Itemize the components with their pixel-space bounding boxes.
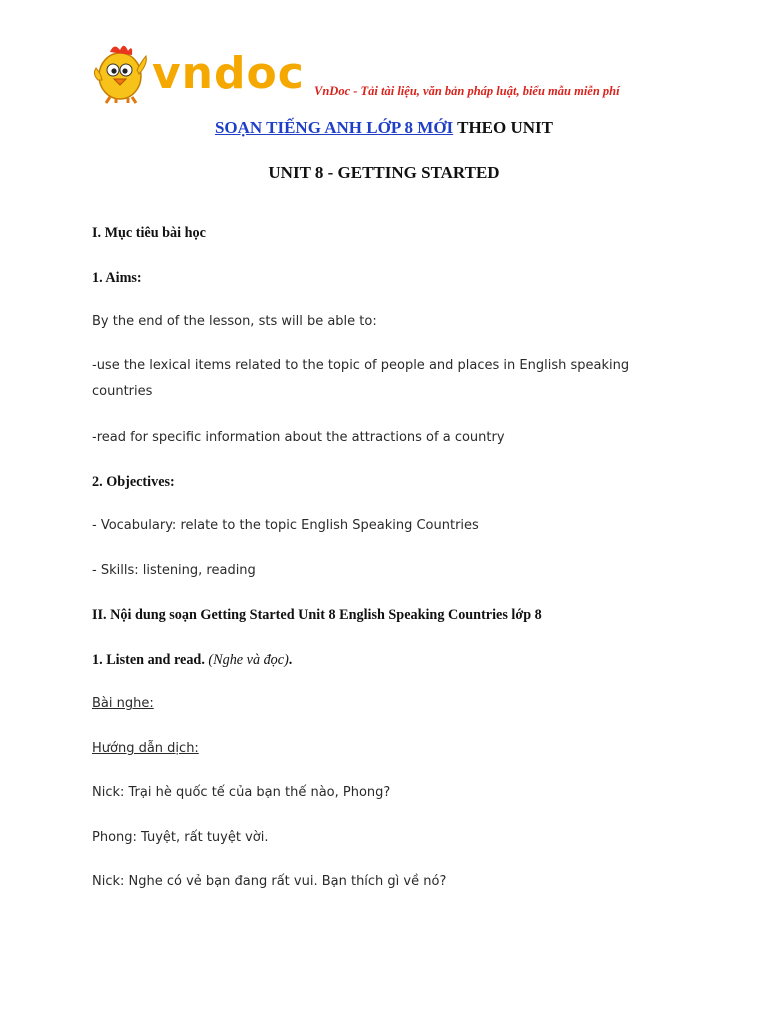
audio-label[interactable]: Bài nghe: — [92, 696, 154, 711]
document-header — [92, 40, 712, 106]
aims-intro: By the end of the lesson, sts will be able to: — [92, 314, 377, 329]
aims-heading: 1. Aims: — [92, 270, 142, 286]
listen-heading-note: (Nghe và đọc) — [208, 652, 289, 668]
dialogue-line-3: Nick: Nghe có vẻ bạn đang rất vui. Bạn thích gì về nó? — [92, 874, 447, 889]
translation-label: Hướng dẫn dịch: — [92, 741, 199, 756]
dialogue-line-2: Phong: Tuyệt, rất tuyệt vời. — [92, 830, 269, 845]
aim-item-1: -use the lexical items related to the topic of people and places in English speaking countries — [92, 358, 630, 399]
objective-item-2: - Skills: listening, reading — [92, 563, 256, 578]
chick-mascot-icon — [94, 46, 146, 103]
section1-heading: I. Mục tiêu bài học — [92, 225, 206, 241]
vndoc-logo — [92, 40, 307, 104]
listen-heading — [92, 647, 682, 673]
header-tagline: VnDoc - Tải tài liệu, văn bản pháp luật, biểu mẫu miễn phí — [314, 84, 620, 98]
page-subtitle: UNIT 8 - GETTING STARTED — [268, 163, 500, 182]
title-rest: THEO UNIT — [457, 118, 554, 137]
section2-heading: II. Nội dung soạn Getting Started Unit 8 English Speaking Countries lớp 8 — [92, 607, 542, 623]
dialogue-line-1: Nick: Trại hè quốc tế của bạn thế nào, Phong? — [92, 785, 391, 800]
listen-heading-dot: . — [288, 652, 293, 668]
listen-heading-text: 1. Listen and read. — [92, 652, 205, 668]
objective-item-1: - Vocabulary: relate to the topic English Speaking Countries — [92, 518, 479, 533]
aim-item-2: -read for specific information about the attractions of a country — [92, 430, 505, 445]
page-title — [0, 118, 768, 138]
logo-wordmark: vndoc — [152, 48, 305, 99]
objectives-heading: 2. Objectives: — [92, 474, 175, 490]
title-link[interactable]: SOẠN TIẾNG ANH LỚP 8 MỚI — [214, 118, 454, 137]
